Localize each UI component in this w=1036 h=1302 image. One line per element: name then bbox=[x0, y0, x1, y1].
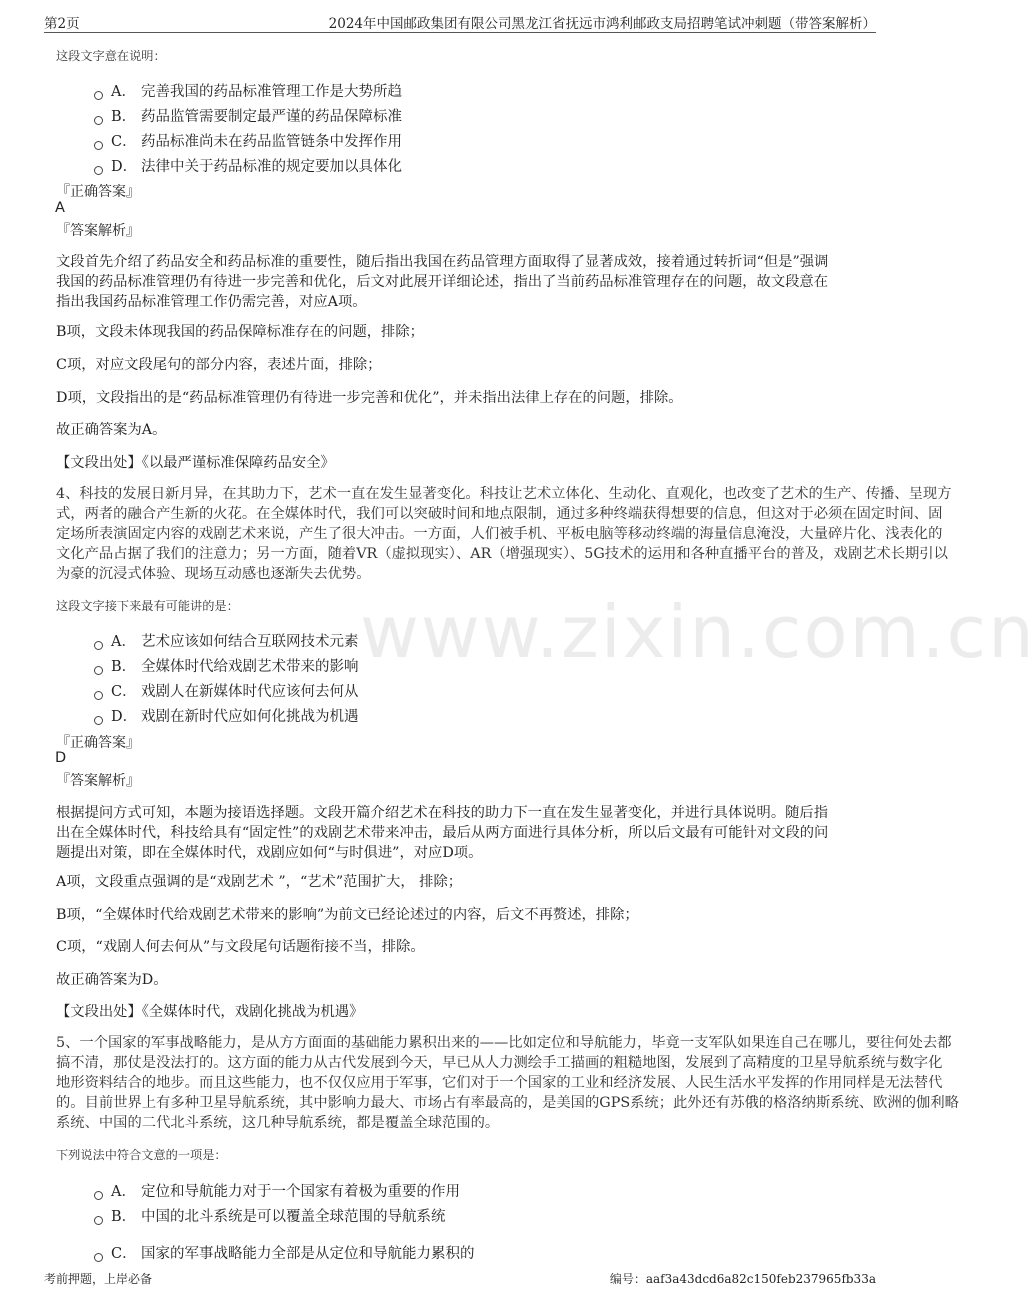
q4-answer: D bbox=[55, 750, 67, 766]
q4-option-c-key: C． bbox=[111, 684, 137, 700]
q5-stem-line: 的。目前世界上有多种卫星导航系统，其中影响力最大、市场占有率最高的，是美国的GPS系统；此外还有苏俄的格洛纳斯系统、欧洲的伽利略 bbox=[56, 1095, 959, 1111]
q5-stem bbox=[56, 1033, 959, 1133]
q3-option-b-text: 药品监管需要制定最严谨的药品保障标准 bbox=[141, 109, 402, 125]
q4-option-a[interactable] bbox=[94, 630, 359, 651]
q4-option-b[interactable] bbox=[94, 655, 359, 676]
q4-option-d-text: 戏剧在新时代应如何化挑战为机遇 bbox=[141, 709, 359, 725]
q3-analysis bbox=[56, 252, 856, 312]
document-id: 编号：aaf3a43dcd6a82c150feb237965fb33a bbox=[609, 1272, 876, 1286]
q5-option-b-text: 中国的北斗系统是可以覆盖全球范围的导航系统 bbox=[141, 1209, 446, 1225]
q5-stem-line: 搞不清，那仗是没法打的。这方面的能力从古代发展到今天，早已从人力测绘手工描画的粗糙地图，发展到了高精度的卫星导航系统与数字化 bbox=[56, 1055, 943, 1071]
radio-icon[interactable] bbox=[94, 141, 103, 150]
document-title: 2024年中国邮政集团有限公司黑龙江省抚远市鸿利邮政支局招聘笔试冲刺题（带答案解析） bbox=[328, 16, 876, 32]
q3-option-d-key: D． bbox=[111, 159, 138, 175]
page-number: 第2页 bbox=[44, 16, 80, 32]
q5-stem-line: 地形资料结合的地步。而且这些能力，也不仅仅应用于军事，它们对于一个国家的工业和经济发展、人民生活水平发挥的作用同样是无法替代 bbox=[56, 1075, 943, 1091]
radio-icon[interactable] bbox=[94, 91, 103, 100]
q4-option-b-analysis: B项，“全媒体时代给戏剧艺术带来的影响”为前文已经论述过的内容，后文不再赘述，排除； bbox=[56, 907, 639, 923]
q3-prompt: 这段文字意在说明： bbox=[56, 49, 166, 63]
q4-stem bbox=[56, 484, 952, 584]
q5-stem-line: 5、一个国家的军事战略能力，是从方方面面的基础能力累积出来的——比如定位和导航能力，毕竟一支军队如果连自己在哪儿，要往何处去都 bbox=[56, 1035, 952, 1051]
q4-prompt: 这段文字接下来最有可能讲的是： bbox=[56, 599, 239, 613]
q4-option-b-text: 全媒体时代给戏剧艺术带来的影响 bbox=[141, 659, 359, 675]
q3-option-d[interactable] bbox=[94, 155, 402, 176]
q3-option-d-text: 法律中关于药品标准的规定要加以具体化 bbox=[141, 159, 402, 175]
q5-option-b[interactable] bbox=[94, 1205, 446, 1226]
q5-option-a[interactable] bbox=[94, 1180, 460, 1201]
q4-conclusion: 故正确答案为D。 bbox=[56, 972, 168, 988]
q4-option-a-text: 艺术应该如何结合互联网技术元素 bbox=[141, 634, 359, 650]
q3-option-a[interactable] bbox=[94, 80, 402, 101]
radio-icon[interactable] bbox=[94, 1216, 103, 1225]
q3-source: 【文段出处】《以最严谨标准保障药品安全》 bbox=[56, 455, 335, 471]
q5-option-b-key: B． bbox=[111, 1209, 137, 1225]
q5-option-c-text: 国家的军事战略能力全部是从定位和导航能力累积的 bbox=[141, 1246, 475, 1262]
q5-option-a-text: 定位和导航能力对于一个国家有着极为重要的作用 bbox=[141, 1184, 460, 1200]
radio-icon[interactable] bbox=[94, 1253, 103, 1262]
q5-option-a-key: A． bbox=[111, 1184, 136, 1200]
q4-option-a-key: A． bbox=[111, 634, 136, 650]
q3-analysis-line: 指出我国药品标准管理工作仍需完善，对应A项。 bbox=[56, 294, 367, 310]
radio-icon[interactable] bbox=[94, 641, 103, 650]
q4-analysis-line: 题提出对策，即在全媒体时代，戏剧应如何“与时俱进”，对应D项。 bbox=[56, 845, 483, 861]
q4-option-d-key: D． bbox=[111, 709, 138, 725]
q4-analysis bbox=[56, 803, 856, 863]
q4-option-d[interactable] bbox=[94, 705, 359, 726]
q4-option-c-analysis: C项，“戏剧人何去何从”与文段尾句话题衔接不当，排除。 bbox=[56, 939, 425, 955]
q5-option-c-key: C． bbox=[111, 1246, 137, 1262]
radio-icon[interactable] bbox=[94, 666, 103, 675]
q3-conclusion: 故正确答案为A。 bbox=[56, 422, 167, 438]
q4-answer-label: 『正确答案』 bbox=[56, 735, 140, 751]
q3-option-b-key: B． bbox=[111, 109, 137, 125]
q3-analysis-line: 文段首先介绍了药品安全和药品标准的重要性，随后指出我国在药品管理方面取得了显著成效，接着通过转折词“但是”强调 bbox=[56, 254, 829, 270]
q4-stem-line: 4、科技的发展日新月异，在其助力下，艺术一直在发生显著变化。科技让艺术立体化、生动化、直观化，也改变了艺术的生产、传播、呈现方 bbox=[56, 486, 952, 502]
q3-answer: A bbox=[55, 200, 65, 216]
q3-option-a-key: A． bbox=[111, 84, 136, 100]
q4-option-a-analysis: A项，文段重点强调的是“戏剧艺术 ”，“艺术”范围扩大， 排除； bbox=[56, 874, 463, 890]
watermark: www.zixin.com.cn bbox=[360, 590, 1036, 674]
q4-stem-line: 定场所表演固定内容的戏剧艺术来说，产生了很大冲击。一方面，人们被手机、平板电脑等移动终端的海量信息淹没，大量碎片化、浅表化的 bbox=[56, 526, 943, 542]
q4-analysis-label: 『答案解析』 bbox=[56, 773, 140, 789]
q3-option-a-text: 完善我国的药品标准管理工作是大势所趋 bbox=[141, 84, 402, 100]
q3-option-c[interactable] bbox=[94, 130, 402, 151]
q3-option-c-text: 药品标准尚未在药品监管链条中发挥作用 bbox=[141, 134, 402, 150]
q4-analysis-line: 根据提问方式可知，本题为接语选择题。文段开篇介绍艺术在科技的助力下一直在发生显著变化，并进行具体说明。随后指 bbox=[56, 805, 829, 821]
q3-option-b[interactable] bbox=[94, 105, 402, 126]
q4-source: 【文段出处】《全媒体时代，戏剧化挑战为机遇》 bbox=[56, 1004, 364, 1020]
radio-icon[interactable] bbox=[94, 116, 103, 125]
q5-stem-line: 系统、中国的二代北斗系统，这几种导航系统，都是覆盖全球范围的。 bbox=[56, 1115, 500, 1131]
q3-answer-label: 『正确答案』 bbox=[56, 184, 140, 200]
q3-analysis-line: 我国的药品标准管理仍有待进一步完善和优化，后文对此展开详细论述，指出了当前药品标准管理存在的问题，故文段意在 bbox=[56, 274, 829, 290]
q3-analysis-label: 『答案解析』 bbox=[56, 223, 140, 239]
q3-option-c-analysis: C项，对应文段尾句的部分内容，表述片面，排除； bbox=[56, 357, 382, 373]
q4-stem-line: 式，两者的融合产生新的火花。在全媒体时代，我们可以突破时间和地点限制，通过多种终端获得想要的信息，但这对于必须在固定时间、固 bbox=[56, 506, 943, 522]
q4-option-b-key: B． bbox=[111, 659, 137, 675]
q3-option-c-key: C． bbox=[111, 134, 137, 150]
q3-option-b-analysis: B项，文段未体现我国的药品保障标准存在的问题，排除； bbox=[56, 324, 424, 340]
footer-slogan: 考前押题，上岸必备 bbox=[44, 1272, 153, 1286]
radio-icon[interactable] bbox=[94, 716, 103, 725]
q4-stem-line: 文化产品占据了我们的注意力；另一方面，随着VR（虚拟现实）、AR（增强现实）、5G技术的运用和各种直播平台的普及，戏剧艺术长期引以 bbox=[56, 546, 948, 562]
radio-icon[interactable] bbox=[94, 691, 103, 700]
q5-prompt: 下列说法中符合文意的一项是： bbox=[56, 1148, 227, 1162]
q4-option-c-text: 戏剧人在新媒体时代应该何去何从 bbox=[141, 684, 359, 700]
q3-option-d-analysis: D项，文段指出的是“药品标准管理仍有待进一步完善和优化”，并未指出法律上存在的问题，排除。 bbox=[56, 390, 683, 406]
q4-analysis-line: 出在全媒体时代，科技给具有“固定性”的戏剧艺术带来冲击，最后从两方面进行具体分析，所以后文最有可能针对文段的问 bbox=[56, 825, 829, 841]
radio-icon[interactable] bbox=[94, 166, 103, 175]
page-header bbox=[44, 12, 876, 33]
q5-option-c[interactable] bbox=[94, 1242, 475, 1263]
q4-option-c[interactable] bbox=[94, 680, 359, 701]
radio-icon[interactable] bbox=[94, 1191, 103, 1200]
q4-stem-line: 为豪的沉浸式体验、现场互动感也逐渐失去优势。 bbox=[56, 566, 371, 582]
